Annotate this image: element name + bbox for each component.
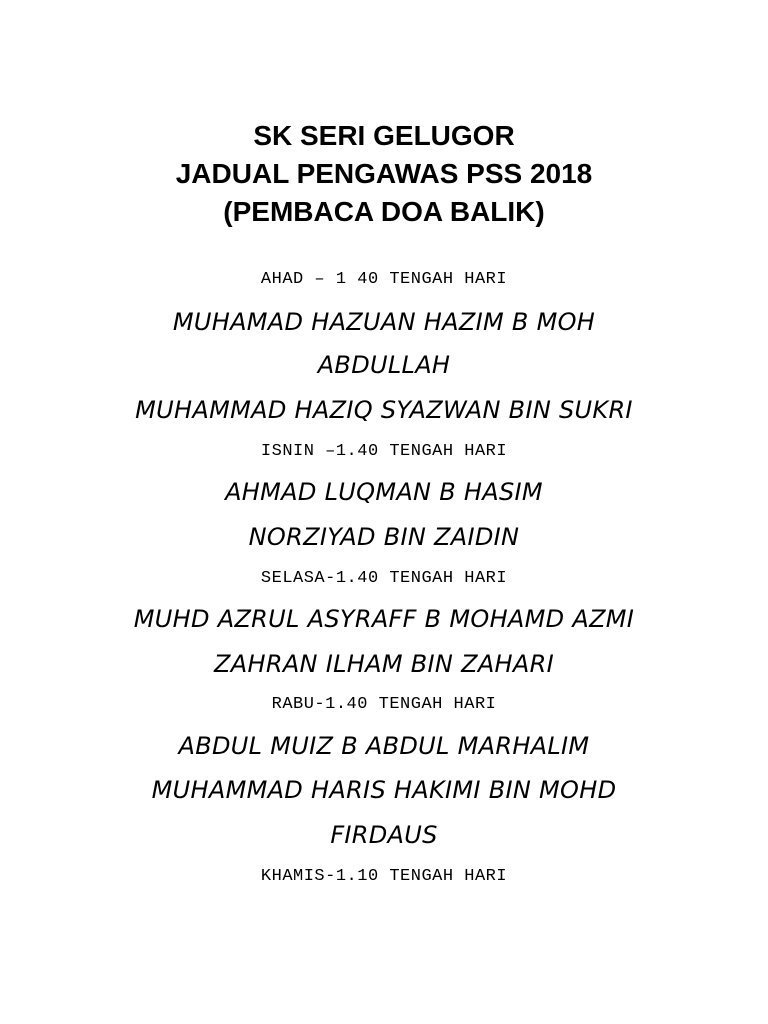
- name-ahad-2: MUHAMMAD HAZIQ SYAZWAN BIN SUKRI: [135, 396, 633, 424]
- name-ahad-1: MUHAMAD HAZUAN HAZIM B MOH: [172, 308, 596, 336]
- document-title: [0, 117, 768, 231]
- day-heading-isnin: ISNIN –1.40 TENGAH HARI: [260, 442, 508, 461]
- name-selasa-1: MUHD AZRUL ASYRAFF B MOHAMD AZMI: [133, 605, 635, 633]
- day-heading-rabu: RABU-1.40 TENGAH HARI: [271, 695, 497, 714]
- schedule-subtitle: (PEMBACA DOA BALIK): [223, 196, 545, 227]
- name-isnin-2: NORZIYAD BIN ZAIDIN: [248, 523, 520, 551]
- name-selasa-2: ZAHRAN ILHAM BIN ZAHARI: [214, 650, 554, 678]
- day-heading-khamis: KHAMIS-1.10 TENGAH HARI: [260, 867, 508, 886]
- schedule-title: JADUAL PENGAWAS PSS 2018: [175, 158, 593, 189]
- name-ahad-1-cont: ABDULLAH: [317, 351, 451, 379]
- school-name: SK SERI GELUGOR: [253, 120, 515, 151]
- day-heading-ahad: AHAD – 1 40 TENGAH HARI: [260, 270, 508, 289]
- day-heading-selasa: SELASA-1.40 TENGAH HARI: [260, 569, 508, 588]
- name-rabu-2-cont: FIRDAUS: [330, 821, 438, 849]
- name-rabu-2: MUHAMMAD HARIS HAKIMI BIN MOHD: [151, 776, 617, 804]
- name-rabu-1: ABDUL MUIZ B ABDUL MARHALIM: [178, 732, 590, 760]
- name-isnin-1: AHMAD LUQMAN B HASIM: [225, 478, 543, 506]
